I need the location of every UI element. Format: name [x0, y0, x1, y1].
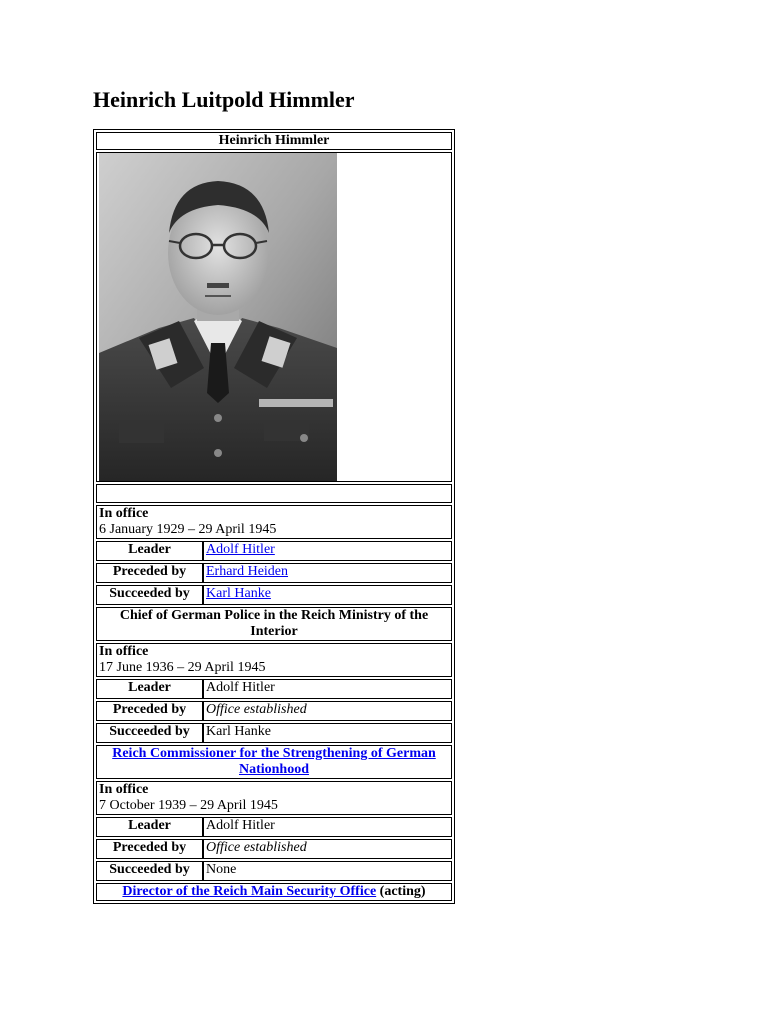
- office-dates: 17 June 1936 – 29 April 1945: [99, 660, 266, 675]
- leader-label: Leader: [96, 679, 203, 699]
- office-dates: 7 October 1939 – 29 April 1945: [99, 798, 278, 813]
- in-office-label: In office: [99, 644, 149, 659]
- succeeded-by-value: Karl Hanke: [203, 723, 452, 743]
- preceded-by-value: Office established: [203, 701, 452, 721]
- succeeded-by-value: None: [203, 861, 452, 881]
- section-heading-cell: [96, 745, 452, 779]
- in-office-label: In office: [99, 782, 149, 797]
- leader-value: Adolf Hitler: [203, 817, 452, 837]
- leader-value: Adolf Hitler: [203, 679, 452, 699]
- in-office-label: In office: [99, 506, 149, 521]
- office-dates: 6 January 1929 – 29 April 1945: [99, 522, 277, 537]
- section-heading-link[interactable]: Director of the Reich Main Security Office: [122, 884, 377, 899]
- leader-label: Leader: [96, 541, 203, 561]
- preceded-by-label: Preceded by: [96, 563, 203, 583]
- portrait-cell: [96, 152, 452, 482]
- section-heading-cell: [96, 883, 452, 901]
- succeeded-by-link[interactable]: Karl Hanke: [206, 586, 271, 601]
- leader-label: Leader: [96, 817, 203, 837]
- infobox-header: Heinrich Himmler: [96, 132, 452, 150]
- in-office-cell: [96, 505, 452, 539]
- leader-link[interactable]: Adolf Hitler: [206, 542, 275, 557]
- preceded-by-label: Preceded by: [96, 839, 203, 859]
- section-heading: Chief of German Police in the Reich Ministry of the Interior: [96, 607, 452, 641]
- in-office-cell: [96, 781, 452, 815]
- preceded-by-link[interactable]: Erhard Heiden: [206, 564, 289, 579]
- section-heading-suffix: (acting): [379, 884, 426, 899]
- preceded-by-value: Office established: [203, 839, 452, 859]
- portrait-photo: [99, 153, 337, 481]
- in-office-cell: [96, 643, 452, 677]
- preceded-by-label: Preceded by: [96, 701, 203, 721]
- succeeded-by-label: Succeeded by: [96, 861, 203, 881]
- section-heading-link[interactable]: Reich Commissioner for the Strengthening of German Nationhood: [112, 746, 436, 777]
- succeeded-by-label: Succeeded by: [96, 585, 203, 605]
- page-title: Heinrich Luitpold Himmler: [93, 87, 355, 112]
- empty-row: [96, 484, 452, 503]
- succeeded-by-label: Succeeded by: [96, 723, 203, 743]
- infobox: [93, 129, 455, 904]
